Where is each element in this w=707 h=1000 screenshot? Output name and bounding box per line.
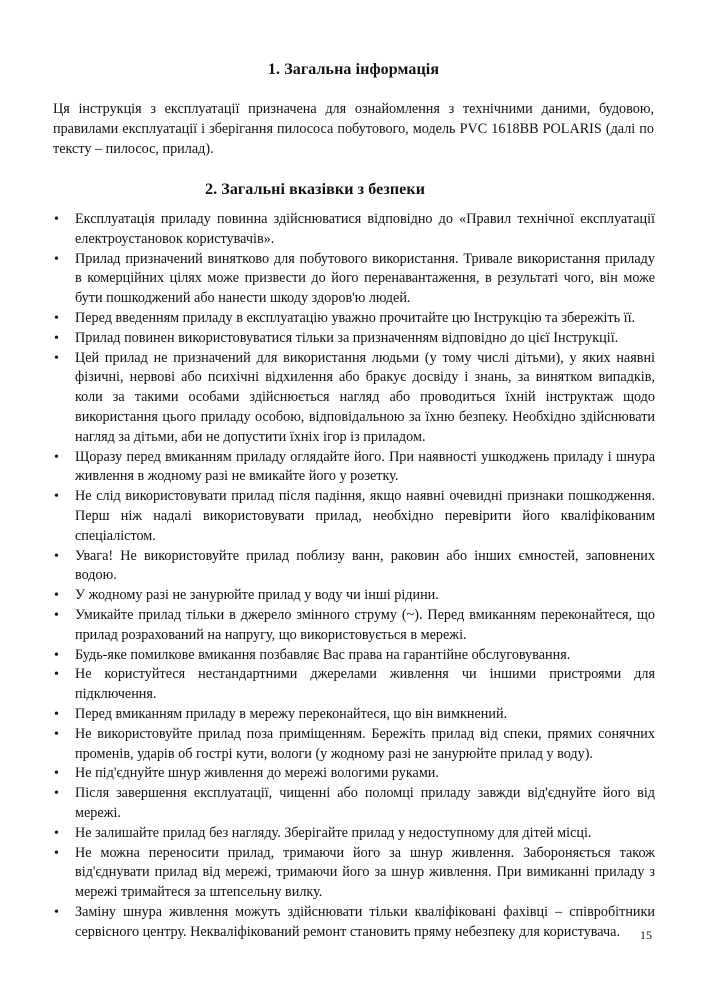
safety-rule-text: Умикайте прилад тільки в джерело змінного струму (~). Перед вмиканням переконайтеся, що прилад розрахований на напругу, що використовується в мережі. — [75, 606, 655, 643]
safety-rule-item — [53, 250, 655, 309]
safety-rule-item — [53, 646, 655, 666]
bullet-icon: • — [54, 489, 59, 505]
safety-rule-text: Заміну шнура живлення можуть здійснювати тільки кваліфіковані фахівці – співробітники сервісного центру. Некваліфікований ремонт становить пряму небезпеку для користувача. — [75, 903, 655, 940]
safety-rule-text: Будь-яке помилкове вмикання позбавляє Вас права на гарантійне обслуговування. — [75, 646, 571, 663]
safety-rule-item — [53, 844, 655, 903]
safety-rule-item — [53, 210, 655, 250]
bullet-icon: • — [54, 251, 59, 267]
safety-rule-text: Цей прилад не призначений для використання людьми (у тому числі дітьми), у яких наявні фізичні, нервові або психічні відхилення або бракує досвіду і знань, за винятком випадків, коли за такими особами здійснюється нагляд або проводиться їхній інструктаж щодо використання цього приладу особою, відповідальною за їхню безпеку. Необхідно здійснювати нагляд за дітьми, аби не допустити їхніх ігор із приладом. — [75, 349, 655, 445]
safety-rules-list — [53, 210, 655, 942]
safety-rule-item — [53, 705, 655, 725]
bullet-icon: • — [54, 667, 59, 683]
safety-rule-text: Не використовуйте прилад поза приміщенням. Бережіть прилад від спеки, прямих сонячних променів, ударів об гострі кути, вологи (у жодному разі не занурюйте прилад у воду). — [75, 725, 655, 762]
bullet-icon: • — [54, 310, 59, 326]
safety-rule-text: Не залишайте прилад без нагляду. Зберігайте прилад у недоступному для дітей місці. — [75, 824, 592, 841]
safety-rule-item — [53, 309, 655, 329]
safety-rule-item — [53, 487, 655, 546]
bullet-icon: • — [54, 706, 59, 722]
bullet-icon: • — [54, 766, 59, 782]
bullet-icon: • — [54, 607, 59, 623]
safety-rule-item — [53, 665, 655, 705]
safety-rule-item — [53, 329, 655, 349]
safety-rule-text: Не слід використовувати прилад після падіння, якщо наявні очевидні признаки пошкодження. Перш ніж надалі використовувати прилад, необхідно перевірити його кваліфікованим спеціалістом. — [75, 488, 655, 544]
safety-rule-item — [53, 764, 655, 784]
safety-rule-item — [53, 586, 655, 606]
safety-rule-item — [53, 725, 655, 765]
safety-rule-text: Не можна переносити прилад, тримаючи його за шнур живлення. Забороняється також від'єднувати прилад від мережі, тримаючи його за шнур живлення. При вимиканні приладу з мережі тримайтеся за штепсельну вилку. — [75, 844, 655, 901]
section-1-heading: 1. Загальна інформація — [267, 61, 440, 78]
safety-rule-text: Щоразу перед вмиканням приладу оглядайте його. При наявності ушкоджень приладу і шнура живлення в жодному разі не вмикайте його у розетку. — [75, 448, 655, 485]
safety-rule-text: Прилад призначений винятково для побутового використання. Тривале використання приладу в комерційних цілях може призвести до його перенавантаження, в результаті чого, він може бути пошкоджений або нанести шкоду здоров'ю людей. — [75, 250, 655, 307]
safety-rule-item — [53, 824, 655, 844]
safety-rule-text: Перед вмиканням приладу в мережу переконайтеся, що він вимкнений. — [75, 705, 508, 722]
safety-rule-item — [53, 903, 655, 943]
bullet-icon: • — [54, 548, 59, 564]
safety-rule-item — [53, 448, 655, 488]
bullet-icon: • — [54, 825, 59, 841]
safety-rule-text: Увага! Не використовуйте прилад поблизу ванн, раковин або інших ємностей, заповнених водою. — [75, 547, 655, 584]
safety-rule-text: Прилад повинен використовуватися тільки за призначенням відповідно до цієї Інструкції. — [75, 329, 619, 346]
page-number: 15 — [640, 928, 652, 942]
section-2-heading: 2. Загальні вказівки з безпеки — [204, 181, 426, 198]
safety-rule-item — [53, 784, 655, 824]
safety-rule-text: Не під'єднуйте шнур живлення до мережі вологими руками. — [75, 765, 439, 782]
bullet-icon: • — [54, 726, 59, 742]
bullet-icon: • — [54, 786, 59, 802]
safety-rule-item — [53, 547, 655, 587]
safety-rule-text: Після завершення експлуатації, чищенні або поломці приладу завжди від'єднуйте його від мережі. — [75, 785, 655, 821]
bullet-icon: • — [54, 330, 59, 346]
section-1-paragraph: Ця інструкція з експлуатації призначена для ознайомлення з технічними даними, будовою, правилами експлуатації і зберігання пилососа побутового, модель PVC 1618BB POLARIS (далі по тексту – пилосос, прилад). — [53, 101, 654, 157]
bullet-icon: • — [54, 845, 59, 861]
safety-rule-text: Не користуйтеся нестандартними джерелами живлення чи іншими пристроями для підключення. — [75, 666, 655, 703]
safety-rule-item — [53, 606, 655, 646]
safety-rule-text: У жодному разі не занурюйте прилад у воду чи інші рідини. — [75, 587, 439, 604]
bullet-icon: • — [54, 647, 59, 663]
safety-rule-item — [53, 349, 655, 448]
bullet-icon: • — [54, 449, 59, 465]
safety-rule-text: Експлуатація приладу повинна здійснюватися відповідно до «Правил технічної експлуатації електроустановок користувачів». — [75, 211, 655, 247]
bullet-icon: • — [54, 588, 59, 604]
safety-rule-text: Перед введенням приладу в експлуатацію уважно прочитайте цю Інструкцію та збережіть її. — [75, 309, 636, 326]
bullet-icon: • — [54, 904, 59, 920]
bullet-icon: • — [54, 212, 59, 227]
bullet-icon: • — [54, 350, 59, 366]
